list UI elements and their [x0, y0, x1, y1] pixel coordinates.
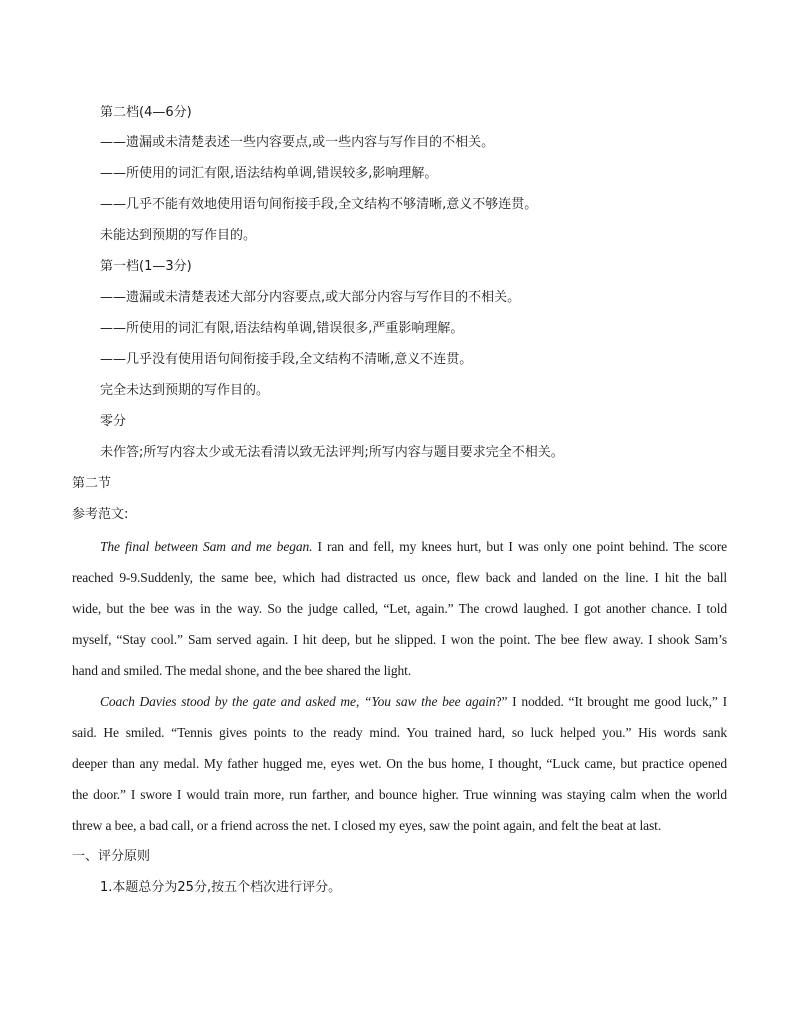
scoring-title: 一、评分原则	[72, 849, 151, 864]
section-title: 第二节	[72, 476, 112, 491]
essay-p1-line-4: myself, “Stay cool.” Sam served again. I hit deep, but he slipped. I won the point. The bee flew away. I shook Sam’s	[72, 632, 727, 647]
essay-p1-line-1-rest: I ran and fell, my knees hurt, but I was only one point behind. The score	[312, 539, 727, 554]
essay-p1-italic-opening: The final between Sam and me began.	[100, 539, 313, 554]
tier1-heading: 第一档(1—3分)	[100, 259, 192, 274]
essay-p2-line-4: the door.” I swore I would train more, run farther, and bounce higher. True winning was staying calm when the world	[72, 787, 727, 802]
essay-p2-italic-opening: Coach Davies stood by the gate and asked me, “You saw the bee again	[100, 694, 496, 709]
tier2-item-3: ——几乎不能有效地使用语句间衔接手段,全文结构不够清晰,意义不够连贯。	[100, 197, 538, 212]
tier1-item-1: ——遗漏或未清楚表述大部分内容要点,或大部分内容与写作目的不相关。	[100, 290, 521, 305]
essay-p1-line-2: reached 9-9.Suddenly, the same bee, which had distracted us once, flew back and landed on the line. I hit the ball	[72, 570, 727, 585]
reference-label: 参考范文:	[72, 507, 129, 522]
essay-p1-line-1	[100, 537, 727, 557]
tier2-conclusion: 未能达到预期的写作目的。	[100, 228, 257, 243]
tier2-heading: 第二档(4—6分)	[100, 105, 192, 120]
scoring-item-1: 1.本题总分为25分,按五个档次进行评分。	[100, 880, 342, 895]
essay-p2-line-1	[100, 692, 727, 712]
essay-p1-line-3: wide, but the bee was in the way. So the judge called, “Let, again.” The crowd laughed. I got another chance. I told	[72, 601, 727, 616]
tier2-item-2: ——所使用的词汇有限,语法结构单调,错误较多,影响理解。	[100, 166, 438, 181]
zero-text: 未作答;所写内容太少或无法看清以致无法评判;所写内容与题目要求完全不相关。	[100, 445, 564, 460]
essay-p2-line-5: threw a bee, a bad call, or a friend across the net. I closed my eyes, saw the point again, and felt the beat at last.	[72, 818, 662, 833]
essay-p2-line-2: said. He smiled. “Tennis gives points to the ready mind. You trained hard, so luck helped you.” His words sank	[72, 725, 727, 740]
essay-p1-line-5: hand and smiled. The medal shone, and the bee shared the light.	[72, 663, 412, 678]
tier1-item-3: ——几乎没有使用语句间衔接手段,全文结构不清晰,意义不连贯。	[100, 352, 473, 367]
tier1-item-2: ——所使用的词汇有限,语法结构单调,错误很多,严重影响理解。	[100, 321, 464, 336]
essay-p2-line-1-rest: ?” I nodded. “It brought me good luck,” I	[495, 694, 727, 709]
zero-heading: 零分	[100, 414, 127, 429]
tier2-item-1: ——遗漏或未清楚表述一些内容要点,或一些内容与写作目的不相关。	[100, 135, 495, 150]
essay-p2-line-3: deeper than any medal. My father hugged me, eyes wet. On the bus home, I thought, “Luck came, but practice opened	[72, 756, 727, 771]
tier1-conclusion: 完全未达到预期的写作目的。	[100, 383, 270, 398]
